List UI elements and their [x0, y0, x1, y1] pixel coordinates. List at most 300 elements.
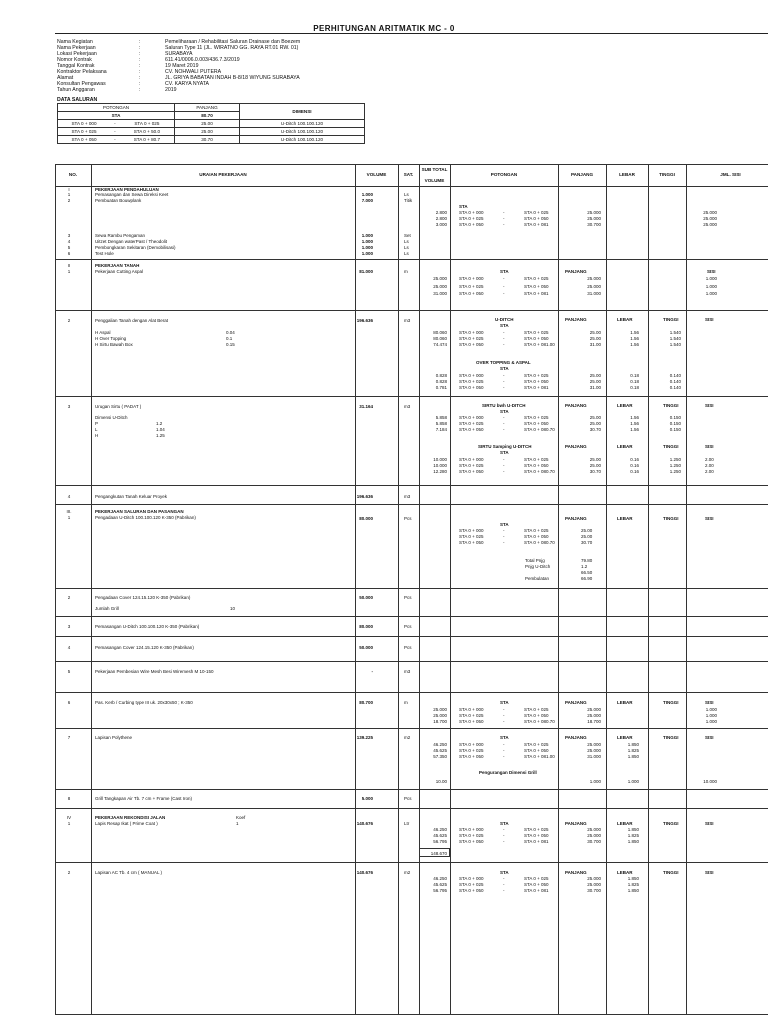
table-cell: PANJANG: [565, 444, 587, 449]
table-cell: Pcs: [404, 516, 412, 521]
table-cell: H Aspal: [95, 330, 111, 335]
table-cell: 30.70: [589, 469, 601, 474]
table-cell: PEKERJAAN PENDAHULUAN: [95, 187, 159, 192]
col-lebar: LEBAR: [619, 172, 635, 177]
table-cell: 5.858: [435, 415, 447, 420]
table-cell: 31.000: [587, 291, 601, 296]
table-cell: 0.18: [630, 373, 639, 378]
table-cell: 0.16: [630, 463, 639, 468]
table-cell: SISI: [705, 444, 714, 449]
table-cell: STA 0 + 000: [459, 827, 484, 832]
table-cell: 1.825: [627, 833, 639, 838]
table-cell: 25.00: [581, 534, 593, 539]
table-cell: m3: [404, 669, 411, 674]
table-cell: 1.000: [361, 233, 373, 238]
table-cell: -: [371, 669, 373, 674]
title-divider: [55, 33, 768, 34]
table-cell: -: [503, 839, 505, 844]
table-cell: 25.000: [587, 833, 601, 838]
col-volume: VOLUME: [366, 172, 387, 177]
table-cell: STA 0 + 025: [524, 827, 549, 832]
table-cell: STA 0 + 050: [524, 713, 549, 718]
table-cell: STA 0 + 025: [459, 336, 484, 341]
info-label: Tanggal Kontrak: [57, 63, 95, 69]
table-cell: SISI: [705, 516, 714, 521]
table-cell: L: [95, 427, 98, 432]
info-value: CV. KARYA NYATA: [165, 81, 210, 87]
table-cell: 4: [67, 494, 71, 499]
table-rule: [55, 808, 768, 809]
table-cell: Pnjg U-Ditch: [525, 564, 551, 569]
table-rule: [55, 636, 768, 637]
table-cell: PANJANG: [565, 700, 587, 705]
table-cell: 50.000: [359, 595, 373, 600]
table-cell: 140.676: [356, 821, 373, 826]
table-cell: Dimensi U-Ditch: [95, 415, 128, 420]
table-rule: [55, 504, 768, 505]
table-cell: 25.00: [589, 457, 601, 462]
table-cell: 0.18: [630, 379, 639, 384]
table-cell: 25.000: [587, 210, 601, 215]
dimension: U-Ditch 100.100.120: [240, 128, 365, 136]
table-cell: 1.25: [156, 433, 165, 438]
info-colon: :: [139, 75, 141, 81]
table-cell: 0.15: [226, 342, 235, 347]
info-value: Saluran Type 11 (JL. WIRATNO GG. RAYA RT.01 RW. 01): [165, 45, 299, 51]
table-cell: TINGGI: [663, 403, 679, 408]
table-cell: 1.000: [705, 284, 717, 289]
table-cell: 7.184: [435, 427, 447, 432]
table-cell: STA 0 + 050: [459, 342, 484, 347]
table-cell: Ls: [404, 245, 409, 250]
table-cell: STA 0 + 000: [459, 276, 484, 281]
table-cell: STA 0 + 025: [459, 882, 484, 887]
table-cell: Pcs: [404, 624, 412, 629]
table-cell: P: [95, 421, 99, 426]
table-cell: 10.000: [433, 457, 447, 462]
table-cell: 56.795: [433, 839, 447, 844]
table-cell: PANJANG: [565, 870, 587, 875]
table-cell: -: [503, 336, 505, 341]
info-label: Nomor Kontrak: [57, 57, 92, 63]
saluran-row: [58, 136, 365, 144]
table-cell: STA: [500, 269, 509, 274]
table-cell: LEBAR: [617, 870, 633, 875]
table-cell: m: [404, 700, 408, 705]
table-cell: 6: [67, 251, 71, 256]
table-cell: STA 0 + 081.00: [524, 754, 555, 759]
table-cell: STA 0 + 025: [524, 373, 549, 378]
table-rule: [55, 661, 768, 662]
table-rule: [55, 485, 768, 486]
info-colon: :: [139, 81, 141, 87]
table-cell: 1.540: [669, 336, 681, 341]
table-cell: Ls: [404, 251, 409, 256]
table-cell: 0.150: [669, 421, 681, 426]
table-cell: -: [503, 427, 505, 432]
table-cell: Lapisan AC Tb. 4 cm ( MANUAL ): [95, 870, 163, 875]
table-cell: m2: [404, 735, 411, 740]
table-cell: I: [68, 187, 70, 192]
table-cell: -: [503, 528, 505, 533]
table-cell: SISI: [707, 269, 716, 274]
table-cell: Grill Tangkapan Air Tb. 7 cm + Frame (Cast Iron): [95, 796, 192, 801]
table-cell: 1.250: [669, 469, 681, 474]
table-cell: 2.00: [705, 457, 714, 462]
table-cell: STA 0 + 050: [459, 719, 484, 724]
table-cell: STA 0 + 000: [459, 415, 484, 420]
table-cell: Penggalian Tanah dengan Alat Berat: [95, 318, 168, 323]
table-cell: SIRTU Samping U-DITCH: [478, 444, 532, 449]
table-cell: 0.18: [630, 385, 639, 390]
table-cell: 0.828: [435, 373, 447, 378]
table-cell: STA 0 + 025: [524, 330, 549, 335]
table-cell: 196.636: [356, 318, 373, 323]
table-cell: 1: [67, 269, 71, 274]
table-rule: [55, 259, 768, 260]
table-cell: 25.000: [587, 216, 601, 221]
table-cell: -: [503, 463, 505, 468]
table-cell: STA 0 + 050: [524, 421, 549, 426]
table-cell: STA 0 + 025: [459, 713, 484, 718]
table-cell: Pcs: [404, 796, 412, 801]
table-cell: STA 0 + 081: [524, 291, 549, 296]
table-cell: SISI: [705, 870, 714, 875]
table-cell: TINGGI: [663, 735, 679, 740]
table-cell: -: [503, 222, 505, 227]
table-cell: STA 0 + 025: [524, 707, 549, 712]
table-cell: 46.250: [433, 876, 447, 881]
table-cell: 2: [67, 595, 71, 600]
sub-sta: STA: [58, 112, 175, 120]
table-cell: Koef: [236, 815, 246, 820]
table-cell: STA 0 + 050: [459, 469, 484, 474]
table-cell: 1.250: [669, 463, 681, 468]
table-cell: LEBAR: [617, 821, 633, 826]
table-cell: STA: [500, 409, 509, 414]
table-cell: 1.2: [581, 564, 588, 569]
table-cell: 18.700: [587, 719, 601, 724]
table-cell: 2: [67, 318, 71, 323]
col-no: NO.: [68, 172, 78, 177]
table-cell: 25.00: [589, 330, 601, 335]
col-jml-sisi: JML. SISI: [720, 172, 741, 177]
table-cell: LEBAR: [617, 444, 633, 449]
table-cell: 1.850: [627, 742, 639, 747]
table-cell: 30.700: [587, 839, 601, 844]
table-rule: [55, 396, 768, 397]
table-cell: STA: [500, 870, 509, 875]
table-cell: 5.000: [361, 796, 373, 801]
table-cell: PANJANG: [565, 821, 587, 826]
table-cell: STA 0 + 025: [524, 742, 549, 747]
table-cell: 1.000: [589, 779, 601, 784]
table-cell: -: [503, 534, 505, 539]
table-rule: [55, 616, 768, 617]
table-cell: 31.00: [589, 385, 601, 390]
table-cell: 31.000: [587, 754, 601, 759]
table-cell: 31.00: [589, 342, 601, 347]
table-cell: IV: [66, 815, 72, 820]
table-cell: 196.636: [356, 494, 373, 499]
table-cell: 0.16: [630, 469, 639, 474]
table-cell: 45.625: [433, 882, 447, 887]
table-cell: STA 0 + 050: [524, 534, 549, 539]
table-cell: STA 0 + 050: [459, 754, 484, 759]
table-cell: 25.000: [433, 276, 447, 281]
table-cell: 25.000: [433, 707, 447, 712]
table-cell: STA 0 + 050: [459, 385, 484, 390]
table-cell: 1.825: [627, 882, 639, 887]
table-cell: 3: [67, 404, 71, 409]
table-cell: 66.50: [581, 570, 593, 575]
table-cell: 10: [230, 606, 236, 611]
table-cell: STA 0 + 000: [459, 210, 484, 215]
table-cell: -: [503, 719, 505, 724]
info-colon: :: [139, 87, 141, 93]
page-title: PERHITUNGAN ARITMATIK MC - 0: [313, 24, 455, 33]
table-cell: Pengangkutan Tanah Keluar Proyek: [95, 494, 167, 499]
info-colon: :: [139, 45, 141, 51]
table-cell: 45.625: [433, 833, 447, 838]
table-cell: TINGGI: [663, 317, 679, 322]
sta-to: STA 0 + 025: [120, 120, 175, 128]
table-cell: Pemasangan Cover 124.15.120 K-350 (Pabrikan): [95, 645, 194, 650]
table-cell: STA 0 + 081: [524, 888, 549, 893]
table-cell: U-DITCH: [495, 317, 514, 322]
table-cell: LEBAR: [617, 700, 633, 705]
table-cell: 25.000: [587, 276, 601, 281]
table-cell: 139.225: [356, 735, 373, 740]
table-cell: STA 0 + 025: [459, 833, 484, 838]
table-cell: STA 0 + 080.70: [524, 427, 555, 432]
info-label: Tahun Anggaran: [57, 87, 95, 93]
table-cell: STA 0 + 000: [459, 707, 484, 712]
table-cell: 1.000: [705, 276, 717, 281]
info-value: JL. GRIYA BABATAN INDAH B-8/18 WIYUNG SURABAYA: [165, 75, 300, 81]
table-cell: -: [503, 415, 505, 420]
table-cell: 1.850: [627, 754, 639, 759]
saluran-row: [58, 128, 365, 136]
table-cell: 0.781: [435, 385, 447, 390]
table-cell: 1: [67, 821, 71, 826]
table-cell: STA 0 + 000: [459, 373, 484, 378]
table-rule: [55, 789, 768, 790]
info-colon: :: [139, 69, 141, 75]
table-cell: TINGGI: [663, 870, 679, 875]
table-cell: -: [503, 742, 505, 747]
calculation-table: [55, 164, 768, 1014]
table-cell: STA: [500, 700, 509, 705]
table-cell: 1.540: [669, 342, 681, 347]
table-cell: Pcs: [404, 645, 412, 650]
col-potongan: POTONGAN: [58, 104, 175, 112]
table-cell: SISI: [705, 821, 714, 826]
table-cell: 79.80: [581, 558, 593, 563]
sta-from: STA 0 + 000: [58, 120, 110, 128]
table-cell: Sewa Rambu Pengaman: [95, 233, 146, 238]
table-cell: 1.000: [705, 707, 717, 712]
table-cell: 4: [67, 645, 71, 650]
table-cell: 10.00: [435, 779, 447, 784]
table-cell: PEKERJAAN TANAH: [95, 263, 140, 268]
table-cell: Titik: [404, 198, 413, 203]
table-rule: [55, 164, 768, 165]
table-cell: -: [503, 342, 505, 347]
col-panjang: PANJANG: [175, 104, 240, 112]
table-cell: STA 0 + 081.00: [524, 342, 555, 347]
data-saluran-heading: DATA SALURAN: [57, 97, 98, 103]
table-cell: Total Pnjg: [525, 558, 545, 563]
table-cell: SIRTU bwh U-DITCH: [482, 403, 526, 408]
table-cell: PEKERJAAN SALURAN DAN PASANGAN: [95, 509, 184, 514]
table-cell: STA: [500, 821, 509, 826]
table-cell: -: [503, 210, 505, 215]
table-cell: -: [503, 276, 505, 281]
table-cell: 25.000: [587, 284, 601, 289]
table-cell: 25.00: [589, 373, 601, 378]
table-cell: STA 0 + 050: [524, 216, 549, 221]
table-cell: Pengadaan U-Ditch 100.100.120 K-350 (Pabrikan): [95, 515, 196, 520]
table-cell: STA 0 + 000: [459, 742, 484, 747]
table-cell: 81.000: [359, 269, 373, 274]
table-cell: Pembuatan Bouwplank: [95, 198, 142, 203]
table-cell: 1.56: [630, 342, 639, 347]
table-cell: STA 0 + 025: [459, 284, 484, 289]
table-cell: 2: [67, 198, 71, 203]
sta-to: STA 0 + 80.7: [120, 136, 175, 144]
table-rule: [55, 1014, 768, 1015]
table-cell: 30.700: [587, 222, 601, 227]
table-cell: Ls: [404, 239, 409, 244]
table-cell: 1.56: [630, 421, 639, 426]
table-cell: 0.140: [669, 385, 681, 390]
table-cell: -: [503, 882, 505, 887]
table-cell: Pengurangan Dimensi Grill: [479, 770, 537, 775]
table-cell: 3: [67, 233, 71, 238]
table-cell: 1: [67, 515, 71, 520]
table-cell: Ls: [404, 192, 409, 197]
table-cell: 10.000: [703, 779, 717, 784]
table-cell: 30.70: [589, 427, 601, 432]
table-cell: -: [503, 713, 505, 718]
table-cell: m3: [404, 404, 411, 409]
info-colon: :: [139, 51, 141, 57]
table-cell: 25.000: [587, 882, 601, 887]
table-cell: 80.000: [359, 624, 373, 629]
table-cell: 0.140: [669, 373, 681, 378]
table-cell: 12.280: [433, 469, 447, 474]
table-cell: 1.000: [705, 713, 717, 718]
sta-sep: -: [110, 128, 120, 136]
table-cell: TINGGI: [663, 444, 679, 449]
table-cell: 25.000: [587, 876, 601, 881]
table-cell: Pas. Kerb / Curbing type III uk. 20x30x50 ; K-350: [95, 700, 193, 705]
table-cell: 3.000: [435, 222, 447, 227]
table-cell: STA 0 + 050: [459, 888, 484, 893]
table-cell: OVER TOPPING & ASPAL: [476, 360, 531, 365]
table-rule: [55, 692, 768, 693]
table-cell: -: [503, 457, 505, 462]
table-cell: -: [503, 216, 505, 221]
table-cell: STA 0 + 050: [459, 222, 484, 227]
col-subtotal-volume: VOLUME: [424, 178, 445, 183]
table-cell: 57.350: [433, 754, 447, 759]
table-cell: m2: [404, 870, 411, 875]
table-cell: 18.700: [433, 719, 447, 724]
table-rule: [355, 164, 356, 1014]
table-cell: SISI: [705, 700, 714, 705]
table-cell: 140.676: [356, 870, 373, 875]
table-cell: 1.000: [627, 779, 639, 784]
table-cell: Jumlah Grill: [95, 606, 119, 611]
table-cell: -: [503, 291, 505, 296]
sta-from: STA 0 + 025: [58, 128, 110, 136]
table-cell: Pcs: [404, 595, 412, 600]
table-cell: 0.04: [226, 330, 235, 335]
table-cell: H: [95, 433, 99, 438]
total-panjang: 80.70: [175, 112, 240, 120]
col-uraian: URAIAN PEKERJAAN: [199, 172, 247, 177]
table-cell: 50.000: [359, 645, 373, 650]
table-cell: 30.700: [587, 888, 601, 893]
table-cell: 7: [67, 735, 71, 740]
table-cell: 2: [67, 870, 71, 875]
table-cell: STA 0 + 081: [524, 839, 549, 844]
table-cell: PANJANG: [565, 269, 587, 274]
table-cell: STA 0 + 025: [524, 415, 549, 420]
table-cell: -: [503, 876, 505, 881]
table-cell: H Over Topping: [95, 336, 127, 341]
table-cell: 80.060: [433, 330, 447, 335]
table-cell: STA 0 + 025: [524, 276, 549, 281]
table-cell: 1.56: [630, 330, 639, 335]
table-cell: STA: [500, 522, 509, 527]
info-colon: :: [139, 39, 141, 45]
table-cell: m3: [404, 494, 411, 499]
table-cell: 0.140: [669, 379, 681, 384]
table-cell: 2.800: [435, 210, 447, 215]
table-cell: -: [503, 379, 505, 384]
info-label: Nama Kegiatan: [57, 39, 93, 45]
table-cell: SISI: [705, 317, 714, 322]
table-cell: STA 0 + 081: [524, 222, 549, 227]
table-cell: m: [404, 269, 408, 274]
table-cell: 1: [67, 192, 71, 197]
table-cell: 31.000: [433, 291, 447, 296]
table-cell: 80.060: [433, 336, 447, 341]
table-cell: 25.000: [433, 284, 447, 289]
table-rule: [55, 862, 768, 863]
table-cell: 1.56: [630, 427, 639, 432]
table-cell: 80.000: [359, 516, 373, 521]
table-cell: 5.858: [435, 421, 447, 426]
table-cell: STA 0 + 080.70: [524, 540, 555, 545]
table-cell: 8: [67, 796, 71, 801]
table-cell: Urugan Sirtu ( PADAT ): [95, 404, 142, 409]
table-cell: STA 0 + 050: [524, 379, 549, 384]
info-value: Pemeliharaan / Rehabilitasi Saluran Drainase dan Boezem: [165, 39, 301, 45]
table-cell: 0.150: [669, 415, 681, 420]
table-cell: 25.00: [581, 528, 593, 533]
table-cell: H Sirtu Bawah Box: [95, 342, 133, 347]
table-cell: STA 0 + 050: [524, 833, 549, 838]
table-cell: 25.00: [589, 415, 601, 420]
table-cell: 3: [67, 624, 71, 629]
table-cell: LEBAR: [617, 735, 633, 740]
table-cell: Pembulatan: [525, 576, 550, 581]
table-cell: II: [67, 263, 71, 268]
